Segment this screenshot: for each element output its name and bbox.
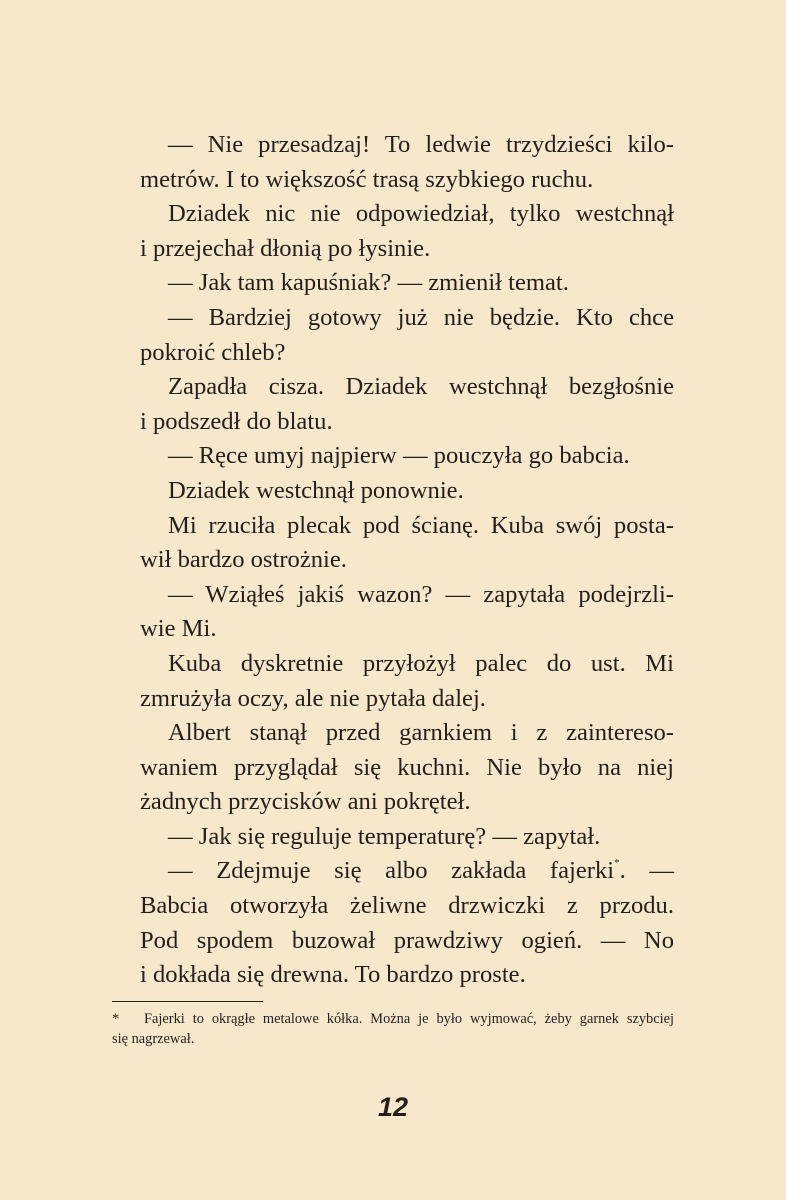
footnote-line: się nagrzewał. (112, 1031, 195, 1047)
page-number: 12 (377, 1092, 409, 1122)
text-line: — Ręce umyj najpierw — pouczyła go babcia. (168, 442, 630, 470)
paragraph-13 (112, 854, 674, 992)
paragraph-6 (112, 439, 674, 474)
paragraph-10 (112, 647, 674, 716)
paragraph-7 (112, 474, 674, 509)
text-line: Albert stanął przed garnkiem i z zaintereso- (168, 719, 674, 747)
footnote-line (112, 1009, 674, 1029)
text-line: — Wziąłeś jakiś wazon? — zapytała podejrzli- (168, 580, 674, 608)
text-line: Zapadła cisza. Dziadek westchnął bezgłośnie (168, 373, 674, 401)
paragraph-12 (112, 820, 674, 855)
footnote-reference: * (614, 857, 620, 870)
paragraph-9 (112, 578, 674, 647)
paragraph-8 (112, 509, 674, 578)
text-line: Mi rzuciła plecak pod ścianę. Kuba swój posta- (168, 511, 674, 539)
text-line: i podszedł do blatu. (140, 407, 333, 435)
text-line: Kuba dyskretnie przyłożył palec do ust. Mi (168, 649, 674, 677)
text-line: wie Mi. (140, 615, 217, 643)
body-text (112, 128, 674, 993)
text-line (112, 854, 674, 889)
text-line: — Jak tam kapuśniak? — zmienił temat. (168, 269, 569, 297)
footnote-text: Fajerki to okrągłe metalowe kółka. Można je było wyjmować, żeby garnek szybciej (144, 1011, 674, 1027)
text-line: i przejechał dłonią po łysinie. (140, 234, 431, 262)
paragraph-11 (112, 716, 674, 820)
text-line: — Nie przesadzaj! To ledwie trzydzieści kilo- (168, 131, 674, 158)
text-line: Babcia otworzyła żeliwne drzwiczki z przodu. (140, 892, 674, 920)
text-line: pokroić chleb? (140, 338, 286, 366)
text-line: wił bardzo ostrożnie. (140, 546, 347, 574)
text-line: waniem przyglądał się kuchni. Nie było na niej (140, 753, 674, 781)
paragraph-5 (112, 370, 674, 439)
text-line: Dziadek nic nie odpowiedział, tylko westchnął (168, 200, 674, 228)
paragraph-3 (112, 266, 674, 301)
paragraph-1 (112, 128, 674, 197)
paragraph-2 (112, 197, 674, 266)
text-line: i dokłada się drewna. To bardzo proste. (140, 961, 526, 989)
text-line: — Bardziej gotowy już nie będzie. Kto chce (168, 303, 674, 331)
paragraph-4 (112, 301, 674, 370)
footnote (112, 1009, 674, 1049)
footnote-mark: * (112, 1011, 120, 1027)
text-line: Dziadek westchnął ponownie. (168, 476, 464, 504)
text-segment: — Zdejmuje się albo zakłada fajerki (168, 857, 615, 885)
text-line: zmrużyła oczy, ale nie pytała dalej. (140, 684, 486, 712)
text-line: — Jak się reguluje temperaturę? — zapytał. (168, 822, 601, 850)
text-line: żadnych przycisków ani pokręteł. (140, 788, 471, 816)
text-line: Pod spodem buzował prawdziwy ogień. — No (140, 926, 674, 954)
text-line: metrów. I to większość trasą szybkiego ruchu. (140, 165, 594, 193)
text-segment: . — (619, 857, 674, 885)
footnote-divider (112, 1001, 263, 1002)
